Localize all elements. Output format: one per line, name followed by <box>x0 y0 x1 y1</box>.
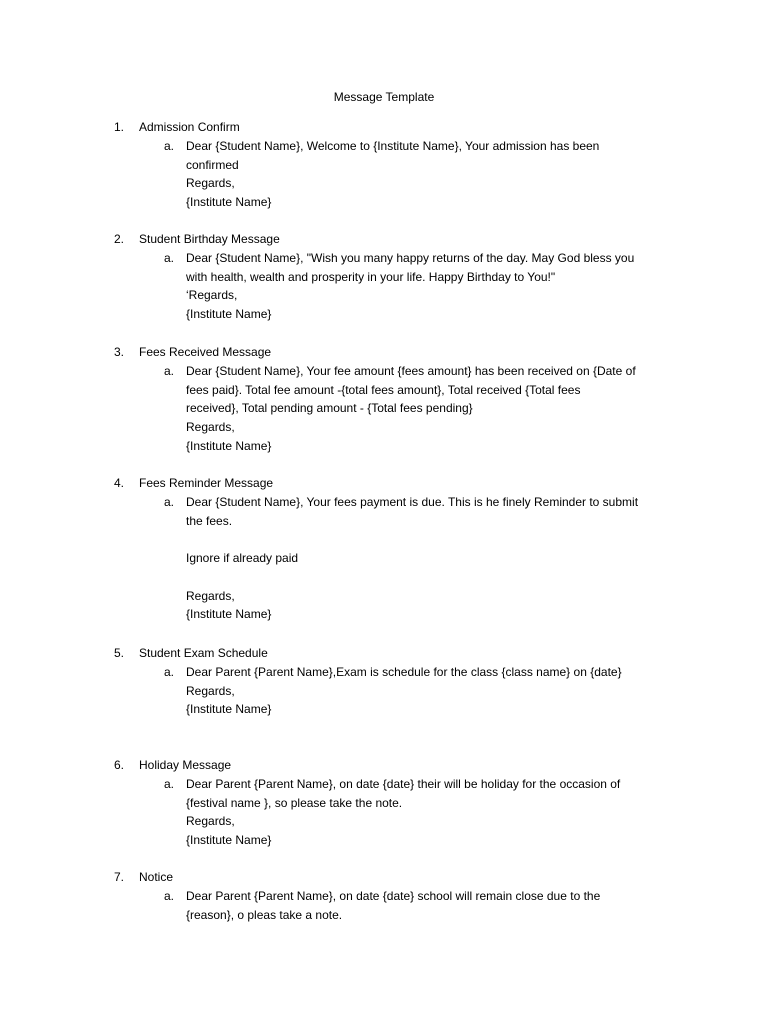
message-line: {Institute Name} <box>186 833 272 847</box>
message-line: {Institute Name} <box>186 702 272 717</box>
message-line: {Institute Name} <box>186 307 272 321</box>
list-item-number: 4. <box>114 476 125 490</box>
message-line: {festival name }, so please take the note. <box>186 795 403 810</box>
sub-item-label: a. <box>164 888 175 903</box>
list-item-heading: Admission Confirm <box>139 120 240 134</box>
list-item-heading: Notice <box>139 870 174 884</box>
message-body <box>186 493 678 624</box>
message-body <box>186 887 678 925</box>
message-line: Regards, <box>186 588 235 603</box>
list-item-heading: Student Exam Schedule <box>139 646 268 660</box>
list-item-heading: Fees Reminder Message <box>139 476 274 490</box>
message-body <box>186 362 678 456</box>
list-item-number: 3. <box>114 345 125 359</box>
message-line: Dear Parent {Parent Name}, on date {date} their will be holiday for the occasion of <box>186 776 621 791</box>
message-line: Dear {Student Name}, "Wish you many happy returns of the day. May God bless you <box>186 250 635 265</box>
message-line: {reason}, o pleas take a note. <box>186 907 343 922</box>
message-line: {Institute Name} <box>186 195 272 209</box>
message-body <box>186 663 678 719</box>
list-item-heading: Holiday Message <box>139 758 232 772</box>
list-item-heading: Student Birthday Message <box>139 232 280 246</box>
message-line: Regards, <box>186 683 235 698</box>
message-line: Regards, <box>186 176 235 191</box>
message-line: Dear {Student Name}, Welcome to {Institute Name}, Your admission has been <box>186 138 600 153</box>
sub-item-label: a. <box>164 494 175 509</box>
sub-item-label: a. <box>164 363 175 378</box>
list-item-number: 5. <box>114 646 125 660</box>
message-line: Dear {Student Name}, Your fee amount {fees amount} has been received on {Date of <box>186 363 636 378</box>
sub-item-label: a. <box>164 138 175 153</box>
message-line: {Institute Name} <box>186 607 272 622</box>
message-line: the fees. <box>186 513 233 528</box>
page-title: Message Template <box>333 90 435 104</box>
sub-item-label: a. <box>164 776 175 791</box>
message-line: confirmed <box>186 157 239 172</box>
message-line: Dear Parent {Parent Name}, on date {date} school will remain close due to the <box>186 888 601 903</box>
list-item-number: 6. <box>114 758 125 772</box>
message-body <box>186 249 678 324</box>
list-item-number: 1. <box>114 120 125 134</box>
list-item-heading: Fees Received Message <box>139 345 272 359</box>
message-body <box>186 137 678 212</box>
message-line: received}, Total pending amount - {Total fees pending} <box>186 401 473 416</box>
message-line: Ignore if already paid <box>186 551 299 565</box>
message-line: Dear {Student Name}, Your fees payment is due. This is he finely Reminder to submit <box>186 494 639 509</box>
blank-line <box>186 568 678 587</box>
sub-item-label: a. <box>164 664 175 679</box>
list-item-number: 2. <box>114 232 125 246</box>
sub-item-label: a. <box>164 250 175 265</box>
message-line: Regards, <box>186 814 235 829</box>
message-line: fees paid}. Total fee amount -{total fees amount}, Total received {Total fees <box>186 382 581 397</box>
message-line: with health, wealth and prosperity in your life. Happy Birthday to You!" <box>186 269 556 284</box>
message-line: ‘Regards, <box>186 288 238 303</box>
message-line: Dear Parent {Parent Name},Exam is schedule for the class {class name} on {date} <box>186 664 622 679</box>
message-line: Regards, <box>186 420 235 434</box>
blank-line <box>186 530 678 549</box>
list-item-number: 7. <box>114 870 125 884</box>
message-line: {Institute Name} <box>186 438 272 453</box>
message-body <box>186 775 678 850</box>
